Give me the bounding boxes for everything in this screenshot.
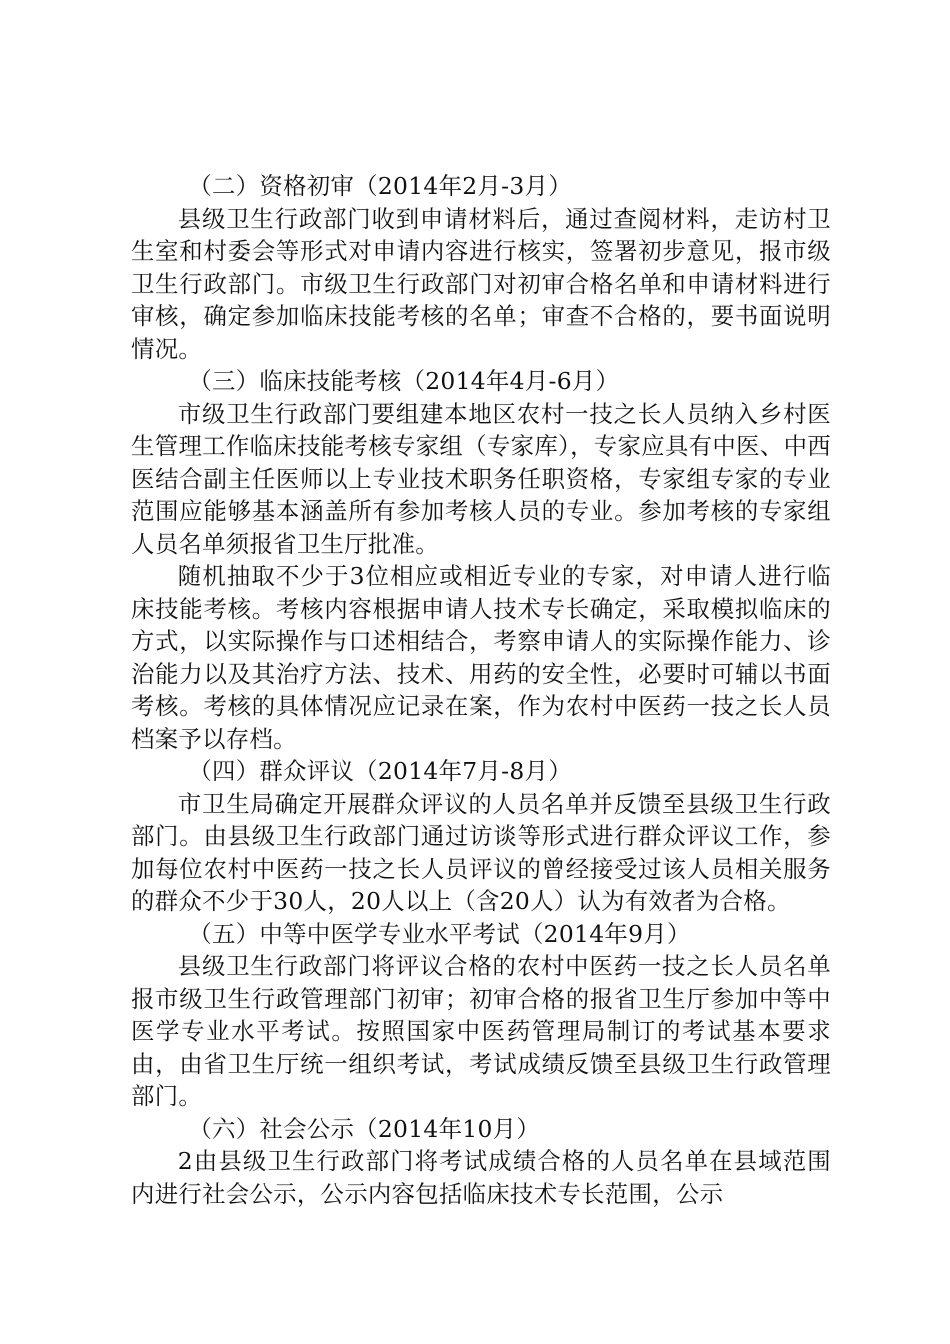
document-page — [131, 170, 831, 1210]
paragraph-qualification-review: 县级卫生行政部门收到申请材料后，通过查阅材料，走访村卫生室和村委会等形式对申请内容进行核实，签署初步意见，报市级卫生行政部门。市级卫生行政部门对初审合格名单和申请材料进行审核，确定参加临床技能考核的名单；审查不合格的，要书面说明情况。 — [131, 204, 831, 363]
paragraph-public-notice: 2由县级卫生行政部门将考试成绩合格的人员名单在县域范围内进行社会公示，公示内容包括临床技术专长范围，公示 — [131, 1147, 831, 1208]
section-heading-clinical-skills-assessment: （三）临床技能考核（2014年4月-6月） — [188, 367, 620, 395]
paragraph-expert-panel: 市级卫生行政部门要组建本地区农村一技之长人员纳入乡村医生管理工作临床技能考核专家组（专家库），专家应具有中医、中西医结合副主任医师以上专业技术职务任职资格，专家组专家的专业范围应能够基本涵盖所有参加考核人员的专业。参加考核的专家组人员名单须报省卫生厅批准。 — [131, 399, 831, 558]
paragraph-professional-exam: 县级卫生行政部门将评议合格的农村中医药一技之长人员名单报市级卫生行政管理部门初审；初审合格的报省卫生厅参加中等中医学专业水平考试。按照国家中医药管理局制订的考试基本要求由，由省卫生厅统一组织考试，考试成绩反馈至县级卫生行政管理部门。 — [131, 952, 831, 1110]
paragraph-assessment-method: 随机抽取不少于3位相应或相近专业的专家，对申请人进行临床技能考核。考核内容根据申请人技术专长确定，采取模拟临床的方式，以实际操作与口述相结合，考察申请人的实际操作能力、诊治能力以及其治疗方法、技术、用药的安全性，必要时可辅以书面考核。考核的具体情况应记录在案，作为农村中医药一技之长人员档案予以存档。 — [131, 562, 831, 753]
section-heading-public-evaluation: （四）群众评议（2014年7月-8月） — [188, 757, 572, 785]
section-heading-professional-exam: （五）中等中医学专业水平考试（2014年9月） — [188, 919, 691, 948]
section-heading-public-notice: （六）社会公示（2014年10月） — [188, 1114, 541, 1143]
paragraph-public-evaluation: 市卫生局确定开展群众评议的人员名单并反馈至县级卫生行政部门。由县级卫生行政部门通过访谈等形式进行群众评议工作，参加每位农村中医药一技之长人员评议的曾经接受过该人员相关服务的群众不少于30人，20人以上（含20人）认为有效者为合格。 — [131, 789, 831, 915]
section-heading-qualification-review: （二）资格初审（2014年2月-3月） — [188, 172, 572, 200]
